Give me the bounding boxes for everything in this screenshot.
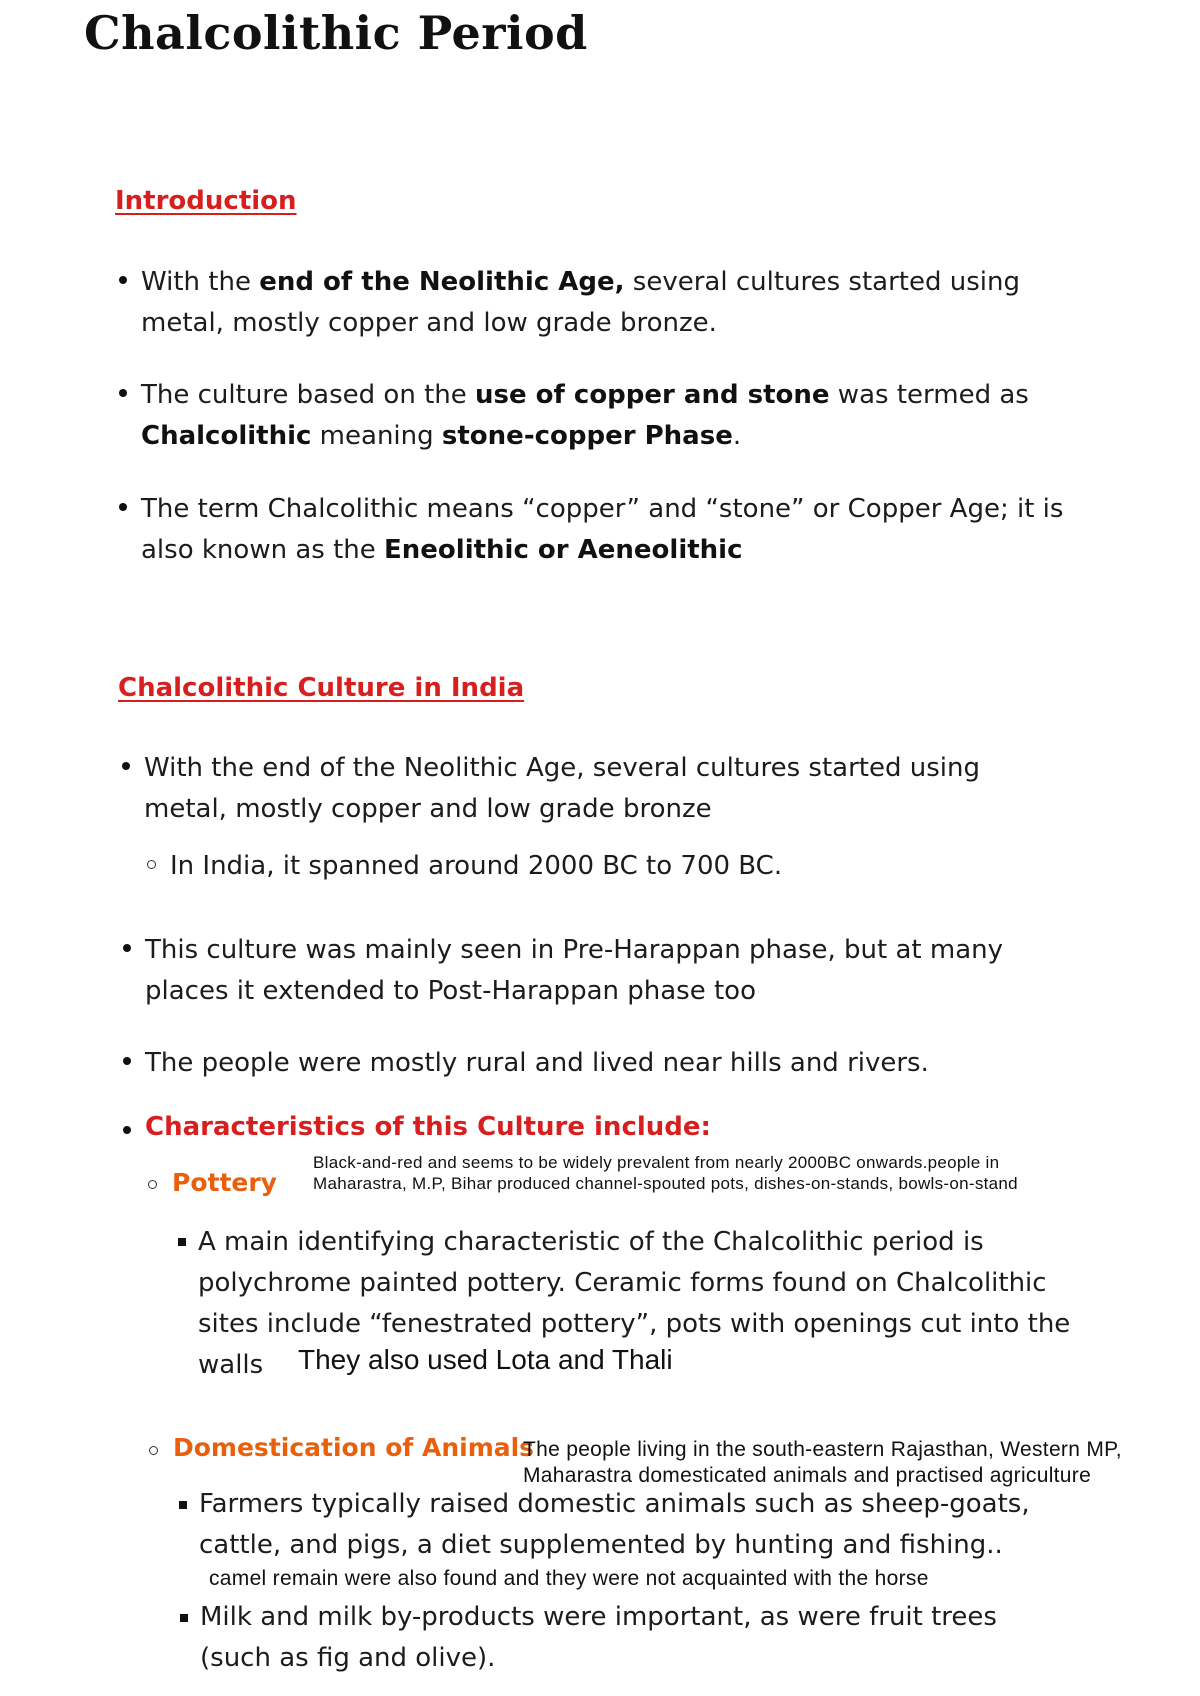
section-heading-introduction: Introduction	[115, 186, 297, 216]
text-line: metal, mostly copper and low grade bronze.	[141, 308, 717, 338]
animals-label: Domestication of Animals	[173, 1433, 535, 1462]
bullet-icon	[119, 389, 127, 397]
india-bullet-2	[145, 930, 1065, 1012]
text-run: also known as the	[141, 535, 385, 565]
bullet-icon	[123, 1057, 131, 1065]
bullet-icon	[119, 503, 127, 511]
bold-run: end of the Neolithic Age,	[259, 267, 625, 297]
text-line: This culture was mainly seen in Pre-Harappan phase, but at many	[145, 935, 1003, 965]
pottery-annotation	[313, 1152, 1173, 1194]
sub-bullet-icon	[149, 1446, 158, 1455]
text-run: several cultures started using	[624, 267, 1020, 297]
bold-run: Chalcolithic	[141, 421, 312, 451]
annotation-line: Maharastra, M.P, Bihar produced channel-spouted pots, dishes-on-stands, bowls-on-stand	[313, 1174, 1018, 1193]
text-run: The culture based on the	[141, 380, 476, 410]
text-line: cattle, and pigs, a diet supplemented by hunting and fishing..	[199, 1530, 1003, 1560]
annotation-line: Maharastra domesticated animals and practised agriculture	[523, 1464, 1092, 1487]
bullet-icon	[122, 762, 130, 770]
text-run: meaning	[311, 421, 442, 451]
text-line: Farmers typically raised domestic animals such as sheep-goats,	[199, 1489, 1030, 1519]
annotation-line: Black-and-red and seems to be widely prevalent from nearly 2000BC onwards.people in	[313, 1153, 1000, 1172]
text-line: The term Chalcolithic means “copper” and “stone” or Copper Age; it is	[141, 494, 1064, 524]
square-bullet-icon	[180, 1614, 188, 1622]
text-line: walls	[198, 1350, 264, 1380]
text-run: With the	[141, 267, 260, 297]
bold-run: use of copper and stone	[475, 380, 830, 410]
characteristics-heading: Characteristics of this Culture include:	[145, 1112, 711, 1142]
annotation-line: The people living in the south-eastern Rajasthan, Western MP,	[523, 1438, 1122, 1461]
text-line: A main identifying characteristic of the Chalcolithic period is	[198, 1227, 984, 1257]
animals-point-2	[200, 1597, 1100, 1679]
bullet-icon	[123, 944, 131, 952]
animals-note-camel: camel remain were also found and they were not acquainted with the horse	[209, 1567, 929, 1590]
bold-run: Eneolithic or Aeneolithic	[384, 535, 743, 565]
text-line: places it extended to Post-Harappan phase too	[145, 976, 756, 1006]
bold-run: stone-copper Phase	[441, 421, 733, 451]
india-bullet-3: The people were mostly rural and lived near hills and rivers.	[145, 1048, 929, 1078]
text-run: .	[732, 421, 742, 451]
sub-bullet-icon	[148, 1180, 157, 1189]
intro-bullet-2	[141, 375, 1041, 457]
india-sub-bullet-period: In India, it spanned around 2000 BC to 700 BC.	[170, 851, 783, 881]
text-line: sites include “fenestrated pottery”, pots with openings cut into the	[198, 1309, 1071, 1339]
sub-bullet-icon	[147, 860, 156, 869]
text-line: polychrome painted pottery. Ceramic forms found on Chalcolithic	[198, 1268, 1047, 1298]
bullet-icon	[123, 1126, 131, 1134]
text-line: With the end of the Neolithic Age, several cultures started using	[144, 753, 980, 783]
section-heading-india: Chalcolithic Culture in India	[118, 673, 525, 703]
text-line: Milk and milk by-products were important, as were fruit trees	[200, 1602, 997, 1632]
india-bullet-1	[144, 748, 1044, 830]
pottery-note-lota-thali: They also used Lota and Thali	[298, 1344, 673, 1375]
intro-bullet-3	[141, 489, 1071, 571]
bullet-icon	[119, 276, 127, 284]
animals-annotation	[523, 1437, 1183, 1489]
text-line: metal, mostly copper and low grade bronze	[144, 794, 712, 824]
page-title: Chalcolithic Period	[84, 6, 588, 60]
intro-bullet-1	[141, 262, 1041, 344]
animals-point-1	[199, 1484, 1099, 1566]
text-run: was termed as	[829, 380, 1029, 410]
square-bullet-icon	[178, 1238, 186, 1246]
pottery-label: Pottery	[172, 1168, 277, 1197]
square-bullet-icon	[179, 1501, 187, 1509]
text-line: (such as fig and olive).	[200, 1643, 496, 1673]
